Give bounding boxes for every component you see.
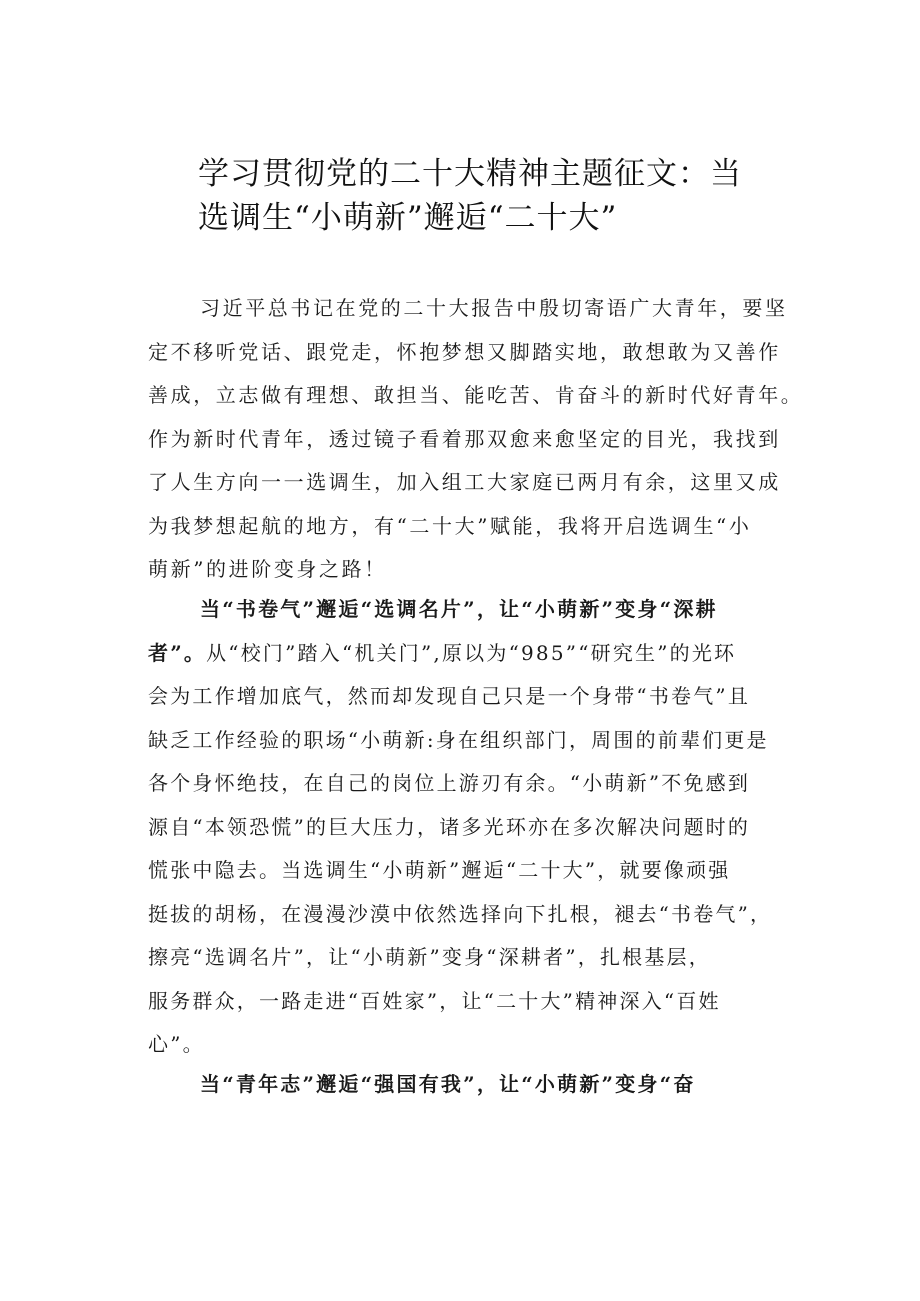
paragraph-line: 各个身怀绝技，在自己的岗位上游刃有余。“小萌新”不免感到 (148, 771, 751, 795)
paragraph-line: 作为新时代青年，透过镜子看着那双愈来愈坚定的目光，我找到 (148, 426, 781, 451)
paragraph-line: 会为工作增加底气，然而却发现自己只是一个身带“书卷气”且 (148, 684, 751, 708)
paragraph-line: 为我梦想起航的地方，有“二十大”赋能，我将开启选调生“小 (148, 513, 752, 538)
paragraph-section-2 (148, 1063, 828, 1107)
section-heading: 当“书卷气”邂逅“选调名片”，让“小萌新”变身“深耕 (200, 597, 718, 621)
paragraph-line: 习近平总书记在党的二十大报告中殷切寄语广大青年，要坚 (200, 296, 788, 320)
paragraph-line: 缺乏工作经验的职场“小萌新:身在组织部门，周围的前辈们更是 (148, 727, 769, 752)
paragraph-intro (148, 287, 828, 592)
paragraph-line: 服务群众，一路走进“百姓家”，让“二十大”精神深入“百姓 (148, 988, 721, 1013)
paragraph-line: 善成，立志做有理想、敢担当、能吃苦、肯奋斗的新时代好青年。 (148, 383, 804, 407)
section-heading: 当“青年志”邂逅“强国有我”，让“小萌新”变身“奋 (200, 1072, 696, 1096)
paragraph-line: 挺拔的胡杨，在漫漫沙漠中依然选择向下扎根，褪去“书卷气”， (148, 901, 773, 926)
paragraph-line: 源自“本领恐慌”的巨大压力，诸多光环亦在多次解决问题时的 (148, 814, 751, 839)
title-line-1: 学习贯彻党的二十大精神主题征文：当 (198, 156, 742, 192)
paragraph-line: 擦亮“选调名片”，让“小萌新”变身“深耕者”，扎根基层， (148, 945, 711, 969)
section-heading-tail: 者”。 (148, 640, 207, 665)
title-line-2: 选调生“小萌新”邂逅“二十大” (198, 200, 618, 236)
paragraph-line: 慌张中隐去。当选调生“小萌新”邂逅“二十大”，就要像顽强 (148, 858, 731, 882)
paragraph-line: 从“校门”踏入“机关门”,原以为“985”“研究生”的光环 (206, 640, 737, 665)
paragraph-section-1 (148, 588, 828, 1067)
paragraph-line: 定不移听党话、跟党走，怀抱梦想又脚踏实地，敢想敢为又善作 (148, 339, 781, 364)
document-title (198, 152, 818, 240)
paragraph-line: 心”。 (148, 1032, 205, 1056)
paragraph-line: 了人生方向一一选调生，加入组工大家庭已两月有余，这里又成 (148, 470, 781, 494)
paragraph-line: 萌新”的进阶变身之路！ (148, 557, 387, 581)
